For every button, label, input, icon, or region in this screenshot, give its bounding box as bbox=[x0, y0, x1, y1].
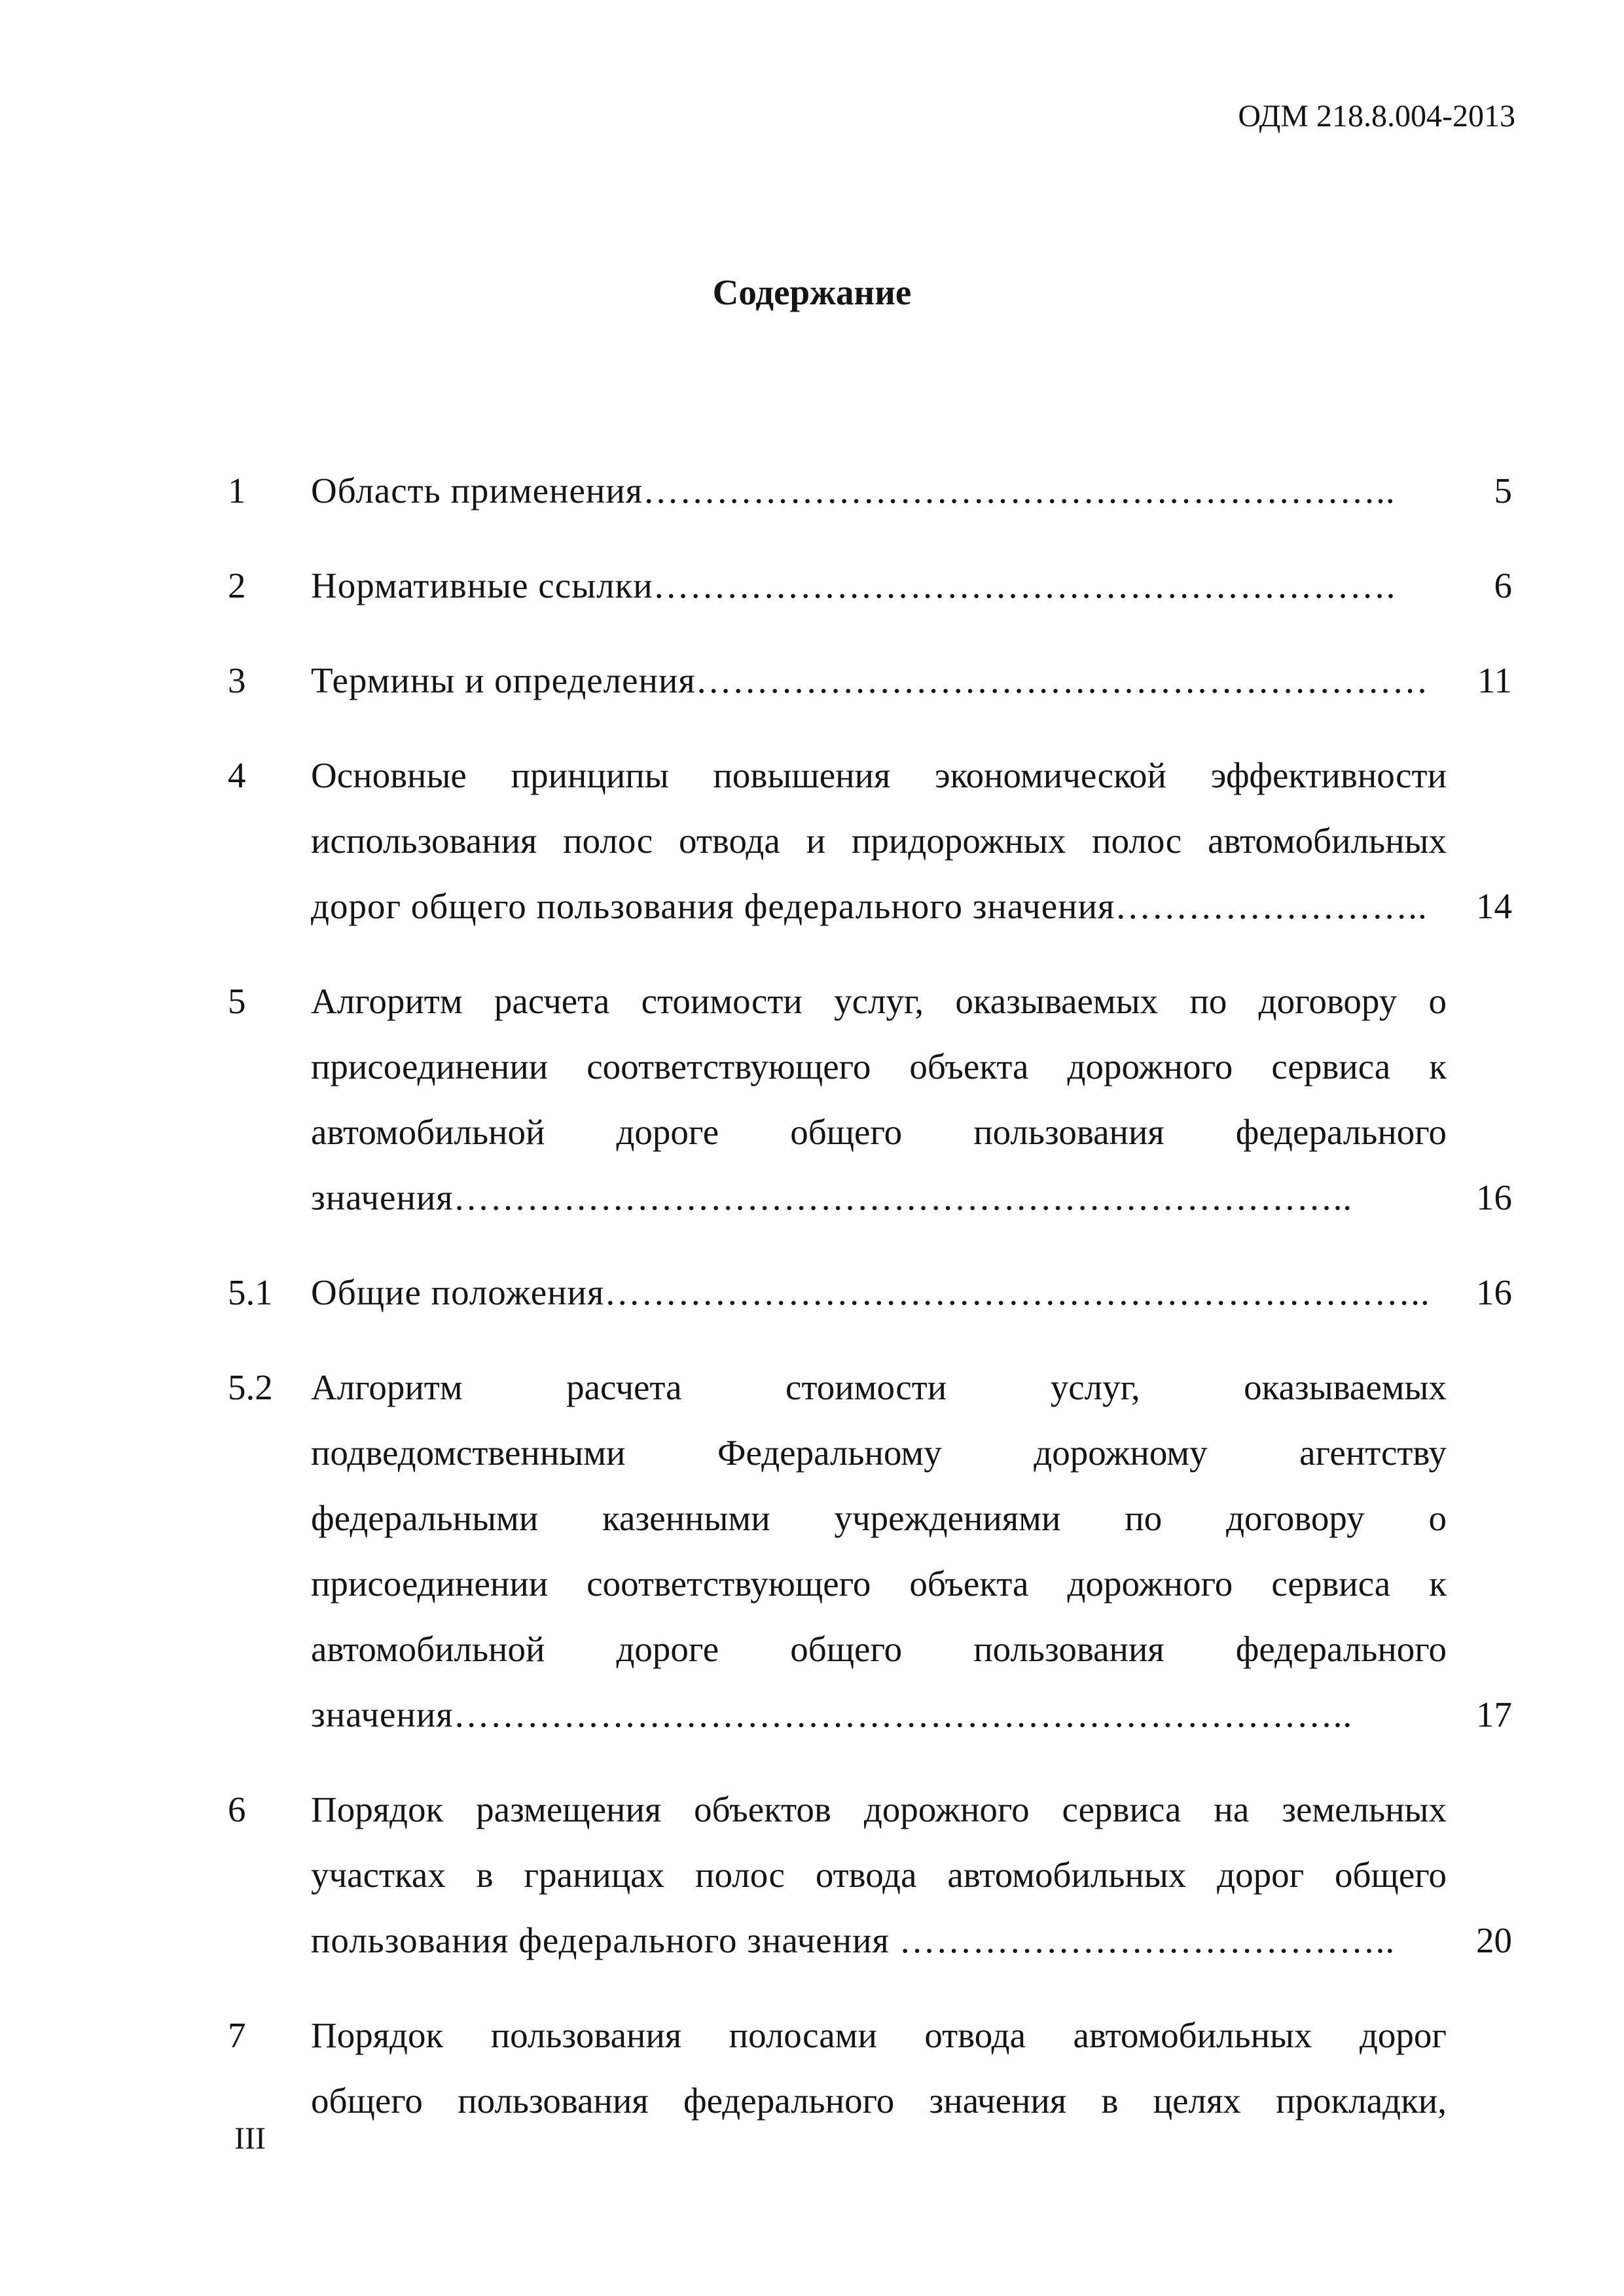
toc-page-number: 16 bbox=[1476, 1272, 1512, 1312]
toc-title-line: подведомственными Федеральному дорожному агентству bbox=[311, 1433, 1447, 1473]
toc-page-number: 11 bbox=[1477, 660, 1512, 700]
toc-title-line: значения……………………………………………………………….. bbox=[311, 1695, 1353, 1734]
toc-number: 6 bbox=[228, 1789, 246, 1829]
toc-title-line: Термины и определения…………………………………………………… bbox=[311, 660, 1429, 700]
toc-title-line: Порядок пользования полосами отвода автомобильных дорог bbox=[311, 2015, 1447, 2055]
toc-title-line: Основные принципы повышения экономической эффективности bbox=[311, 755, 1447, 795]
toc-title-line: автомобильной дороге общего пользования федерального bbox=[311, 1112, 1447, 1152]
toc-title-line: дорог общего пользования федерального значения…………………….. bbox=[311, 886, 1428, 926]
toc-title-line: пользования федерального значения ………………………………….. bbox=[311, 1920, 1396, 1960]
toc-page-number: 16 bbox=[1476, 1177, 1512, 1217]
toc-number: 5.1 bbox=[228, 1272, 273, 1312]
toc-page-number: 6 bbox=[1494, 565, 1512, 605]
toc-title-line: Область применения…………………………………………………….. bbox=[311, 471, 1396, 511]
toc-title-line: Алгоритм расчета стоимости услуг, оказываемых bbox=[311, 1367, 1447, 1407]
toc-title-line: присоединении соответствующего объекта дорожного сервиса к bbox=[311, 1564, 1447, 1604]
toc-number: 4 bbox=[228, 755, 246, 795]
toc-title-line: автомобильной дороге общего пользования федерального bbox=[311, 1629, 1447, 1669]
toc-title-line: федеральными казенными учреждениями по договору о bbox=[311, 1498, 1447, 1538]
toc-title-line: присоединении соответствующего объекта дорожного сервиса к bbox=[311, 1047, 1447, 1086]
toc-number: 1 bbox=[228, 471, 246, 511]
toc-number: 5.2 bbox=[228, 1367, 273, 1407]
toc-page-number: 14 bbox=[1476, 886, 1512, 926]
toc-number: 2 bbox=[228, 565, 246, 605]
toc-title-line: Нормативные ссылки……………………………………………………. bbox=[311, 565, 1396, 605]
toc-title-line: Общие положения………………………………………………………….. bbox=[311, 1272, 1430, 1312]
toc-page-number: 17 bbox=[1476, 1695, 1512, 1734]
toc-number: 7 bbox=[228, 2015, 246, 2055]
toc-page-number: 20 bbox=[1476, 1920, 1512, 1960]
toc-title-line: участках в границах полос отвода автомобильных дорог общего bbox=[311, 1855, 1447, 1895]
toc-title-line: общего пользования федерального значения в целях прокладки, bbox=[311, 2081, 1447, 2121]
toc-number: 5 bbox=[228, 981, 246, 1021]
toc-title-line: значения……………………………………………………………….. bbox=[311, 1177, 1353, 1217]
toc-number: 3 bbox=[228, 660, 246, 700]
toc-title-line: Порядок размещения объектов дорожного сервиса на земельных bbox=[311, 1789, 1447, 1829]
toc-title-line: Алгоритм расчета стоимости услуг, оказываемых по договору о bbox=[311, 981, 1447, 1021]
toc-title-line: использования полос отвода и придорожных полос автомобильных bbox=[311, 821, 1447, 861]
toc-page-number: 5 bbox=[1494, 471, 1512, 511]
document-code: ОДМ 218.8.004-2013 bbox=[1238, 99, 1515, 134]
page-title: Содержание bbox=[712, 272, 912, 312]
page-number-footer: III bbox=[234, 2121, 266, 2156]
